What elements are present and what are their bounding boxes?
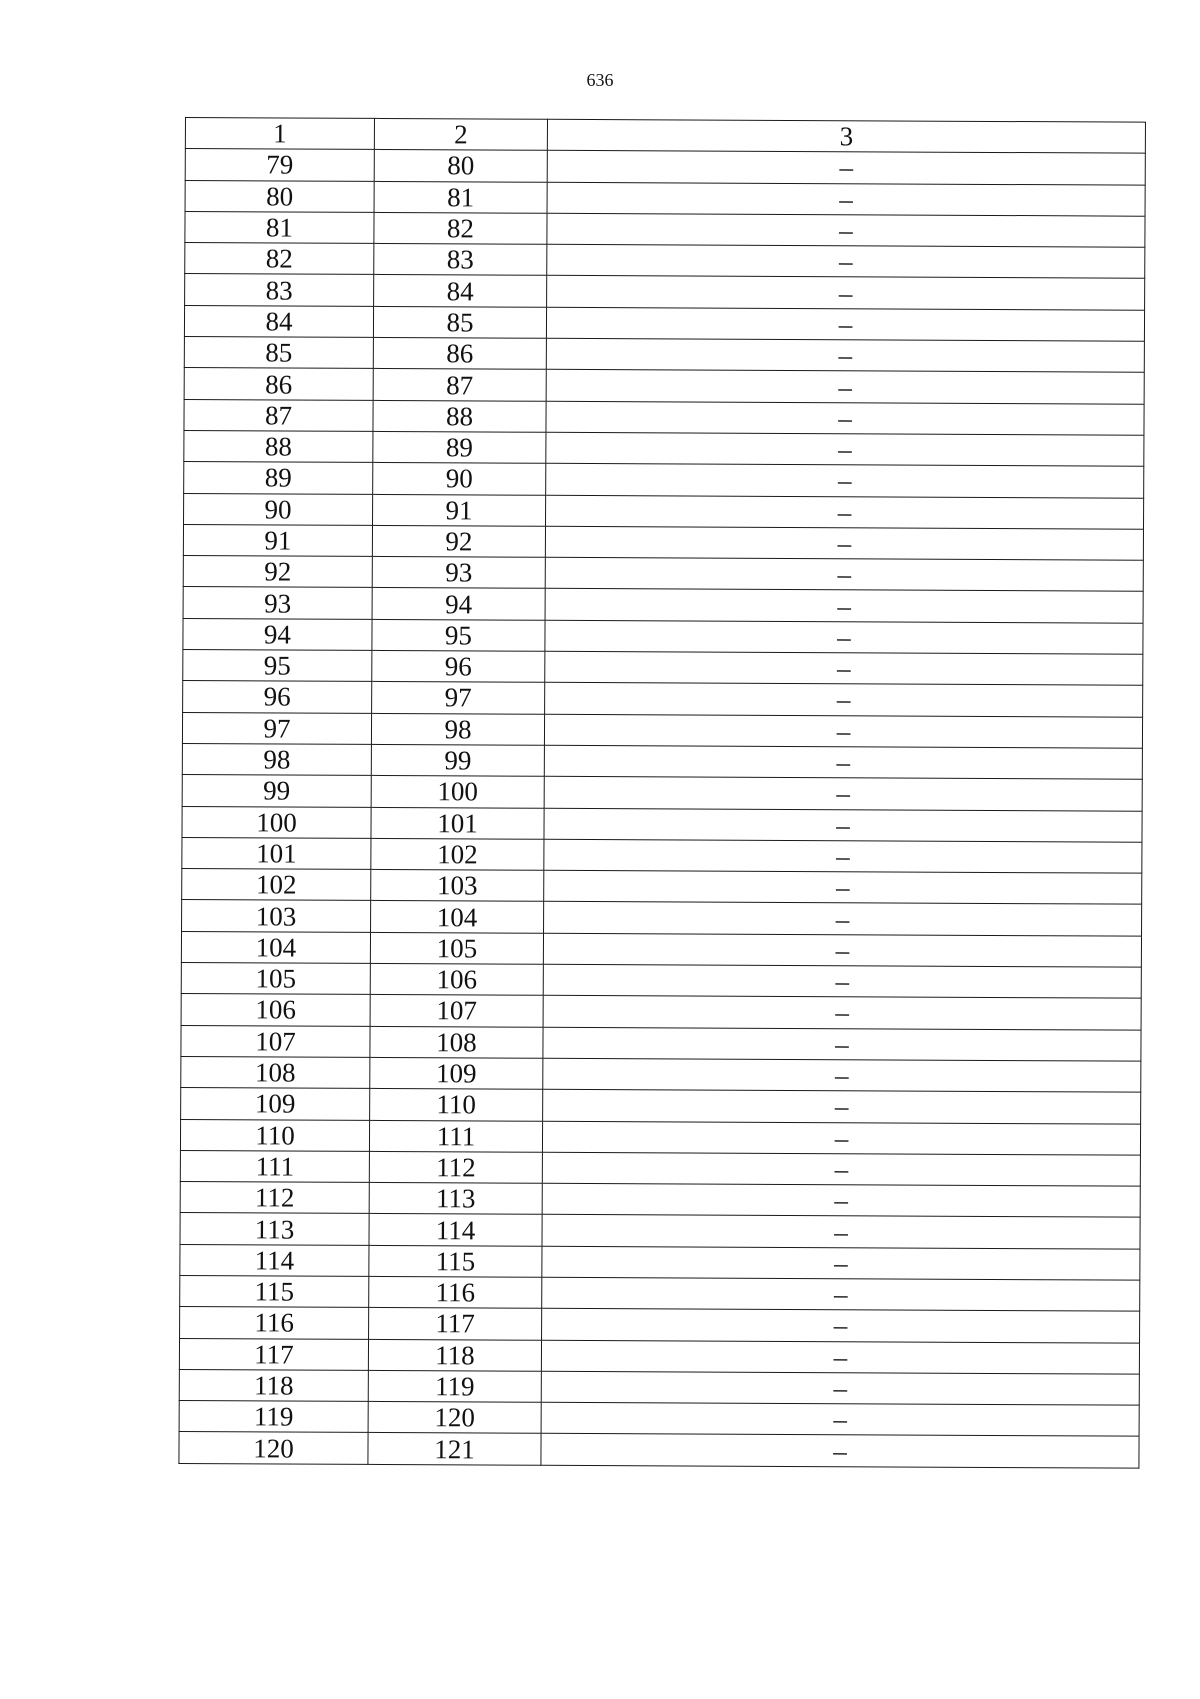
table-cell-col-1: 102 [182, 869, 371, 901]
table-cell-col-2: 100 [371, 776, 544, 808]
table-cell-col-3: – [546, 464, 1144, 498]
table-cell-col-1: 95 [183, 650, 372, 682]
data-table [178, 117, 1146, 1468]
table-cell-col-3: – [544, 714, 1142, 748]
table-cell-col-2: 118 [368, 1339, 541, 1371]
table-cell-col-2: 83 [374, 244, 547, 276]
table-cell-col-1: 79 [185, 149, 374, 181]
table-row [182, 806, 1142, 842]
table-cell-col-1: 84 [184, 305, 373, 337]
table-row [182, 712, 1142, 748]
table-cell-col-2: 105 [370, 932, 543, 964]
table-cell-col-3: – [541, 1434, 1139, 1468]
table-header-row [185, 118, 1145, 154]
table-cell-col-1: 97 [182, 712, 371, 744]
table-cell-col-3: – [547, 182, 1145, 216]
table-cell-col-3: – [543, 1058, 1141, 1092]
table-cell-col-2: 116 [369, 1276, 542, 1308]
table-cell-col-1: 99 [182, 775, 371, 807]
table-cell-col-1: 103 [182, 900, 371, 932]
table-row [182, 775, 1142, 811]
table-cell-col-1: 91 [183, 524, 372, 556]
table-row [184, 493, 1144, 529]
table-cell-col-1: 83 [185, 274, 374, 306]
table-cell-col-3: – [544, 808, 1142, 842]
table-cell-col-2: 101 [371, 807, 544, 839]
page-number: 636 [586, 70, 614, 90]
table-cell-col-1: 88 [184, 430, 373, 462]
table-cell-col-2: 81 [374, 181, 547, 213]
table-cell-col-1: 114 [180, 1244, 369, 1276]
table-cell-col-2: 89 [373, 431, 546, 463]
table-cell-col-1: 94 [183, 618, 372, 650]
table-row [184, 430, 1144, 466]
table-row [180, 1275, 1140, 1311]
table-cell-col-1: 116 [180, 1307, 369, 1339]
table-row [184, 305, 1144, 341]
table-cell-col-2: 119 [368, 1370, 541, 1402]
table-cell-col-1: 120 [179, 1432, 368, 1464]
table-cell-col-2: 113 [369, 1183, 542, 1215]
table-cell-col-2: 93 [372, 557, 545, 589]
table-cell-col-3: – [547, 244, 1145, 278]
table-cell-col-1: 92 [183, 556, 372, 588]
table-row [185, 211, 1145, 247]
table-cell-col-1: 101 [182, 837, 371, 869]
table-header [185, 118, 1145, 154]
table-row [181, 1025, 1141, 1061]
table-cell-col-3: – [547, 213, 1145, 247]
table-cell-col-3: – [545, 589, 1143, 623]
table-cell-col-1: 112 [180, 1182, 369, 1214]
table-row [182, 837, 1142, 873]
table-cell-col-2: 87 [373, 369, 546, 401]
table-cell-col-2: 117 [369, 1308, 542, 1340]
column-header-1: 1 [185, 118, 374, 150]
table-cell-col-3: – [545, 526, 1143, 560]
table-cell-col-2: 86 [373, 338, 546, 370]
table-cell-col-1: 119 [179, 1401, 368, 1433]
table-cell-col-3: – [545, 683, 1143, 717]
table-cell-col-2: 85 [373, 306, 546, 338]
table-cell-col-3: – [542, 1121, 1140, 1155]
table-cell-col-1: 89 [184, 462, 373, 494]
table-cell-col-2: 111 [369, 1120, 542, 1152]
table-cell-col-2: 82 [374, 212, 547, 244]
table-cell-col-2: 114 [369, 1214, 542, 1246]
table-cell-col-3: – [541, 1371, 1139, 1405]
table-cell-col-3: – [547, 151, 1145, 185]
table-cell-col-3: – [544, 745, 1142, 779]
table-row [180, 1307, 1140, 1343]
table-cell-col-3: – [543, 964, 1141, 998]
table-row [183, 587, 1143, 623]
table-cell-col-3: – [546, 495, 1144, 529]
table-cell-col-1: 81 [185, 211, 374, 243]
table-cell-col-1: 115 [180, 1275, 369, 1307]
table-cell-col-3: – [547, 276, 1145, 310]
table-row [183, 681, 1143, 717]
table-cell-col-3: – [543, 996, 1141, 1030]
table-cell-col-2: 104 [371, 901, 544, 933]
table-row [181, 1056, 1141, 1092]
table-cell-col-2: 96 [372, 650, 545, 682]
table-row [184, 399, 1144, 435]
table-cell-col-2: 108 [370, 1026, 543, 1058]
table-cell-col-3: – [542, 1309, 1140, 1343]
table-row [183, 524, 1143, 560]
table-row [180, 1119, 1140, 1155]
table-cell-col-3: – [542, 1246, 1140, 1280]
column-header-2: 2 [374, 118, 547, 150]
table-row [179, 1432, 1139, 1468]
table-row [185, 243, 1145, 279]
table-row [184, 462, 1144, 498]
table-body [179, 149, 1145, 1468]
table-cell-col-2: 94 [372, 588, 545, 620]
table-cell-col-3: – [546, 370, 1144, 404]
table-row [183, 650, 1143, 686]
table-cell-col-3: – [541, 1340, 1139, 1374]
table-cell-col-3: – [546, 401, 1144, 435]
table-cell-col-2: 98 [371, 713, 544, 745]
table-row [179, 1401, 1139, 1437]
table-row [182, 743, 1142, 779]
table-cell-col-1: 80 [185, 180, 374, 212]
table-row [181, 931, 1141, 967]
table-row [180, 1182, 1140, 1218]
table-cell-col-1: 90 [184, 493, 373, 525]
table-cell-col-1: 93 [183, 587, 372, 619]
table-cell-col-1: 86 [184, 368, 373, 400]
table-cell-col-2: 84 [374, 275, 547, 307]
table-row [180, 1150, 1140, 1186]
table-cell-col-1: 100 [182, 806, 371, 838]
table-cell-col-3: – [542, 1277, 1140, 1311]
table-cell-col-3: – [541, 1402, 1139, 1436]
table-cell-col-3: – [542, 1152, 1140, 1186]
table-cell-col-1: 108 [181, 1056, 370, 1088]
table-row [179, 1338, 1139, 1374]
table-row [184, 368, 1144, 404]
table-cell-col-3: – [544, 839, 1142, 873]
table-cell-col-1: 111 [180, 1150, 369, 1182]
table-row [180, 1244, 1140, 1280]
table-cell-col-2: 121 [368, 1433, 541, 1465]
table-cell-col-1: 104 [181, 931, 370, 963]
table-cell-col-3: – [546, 338, 1144, 372]
table-cell-col-1: 106 [181, 994, 370, 1026]
table-cell-col-1: 82 [185, 243, 374, 275]
table-row [182, 869, 1142, 905]
table-cell-col-2: 90 [373, 463, 546, 495]
table-cell-col-1: 85 [184, 337, 373, 369]
table-cell-col-2: 80 [374, 150, 547, 182]
table-cell-col-1: 117 [179, 1338, 368, 1370]
table-row [185, 180, 1145, 216]
table-cell-col-3: – [544, 870, 1142, 904]
table-cell-col-3: – [543, 1027, 1141, 1061]
table-row [182, 900, 1142, 936]
table-cell-col-2: 97 [372, 682, 545, 714]
table-cell-col-2: 109 [370, 1057, 543, 1089]
table-cell-col-3: – [544, 776, 1142, 810]
table-cell-col-1: 118 [179, 1369, 368, 1401]
table-cell-col-1: 109 [181, 1088, 370, 1120]
table-cell-col-3: – [545, 557, 1143, 591]
table-row [180, 1213, 1140, 1249]
table-cell-col-1: 107 [181, 1025, 370, 1057]
table-cell-col-2: 103 [371, 870, 544, 902]
table-row [181, 1088, 1141, 1124]
table-cell-col-2: 88 [373, 400, 546, 432]
table-cell-col-2: 112 [369, 1151, 542, 1183]
table-cell-col-1: 98 [182, 743, 371, 775]
table-row [183, 556, 1143, 592]
table-cell-col-1: 87 [184, 399, 373, 431]
table-cell-col-2: 106 [370, 963, 543, 995]
table-cell-col-2: 115 [369, 1245, 542, 1277]
table-cell-col-2: 92 [372, 525, 545, 557]
table-cell-col-3: – [546, 307, 1144, 341]
table-cell-col-3: – [544, 902, 1142, 936]
table-cell-col-1: 96 [183, 681, 372, 713]
table-row [181, 963, 1141, 999]
table-cell-col-1: 105 [181, 963, 370, 995]
table-row [185, 274, 1145, 310]
column-header-3: 3 [547, 119, 1145, 153]
table-cell-col-3: – [543, 1089, 1141, 1123]
table-row [184, 337, 1144, 373]
table-cell-col-2: 102 [371, 838, 544, 870]
table-cell-col-3: – [542, 1215, 1140, 1249]
table-row [183, 618, 1143, 654]
table-cell-col-3: – [545, 620, 1143, 654]
table-row [185, 149, 1145, 185]
table-cell-col-3: – [542, 1183, 1140, 1217]
table-cell-col-2: 110 [370, 1089, 543, 1121]
table-cell-col-2: 120 [368, 1402, 541, 1434]
table-cell-col-2: 91 [373, 494, 546, 526]
table-row [181, 994, 1141, 1030]
table-cell-col-2: 107 [370, 995, 543, 1027]
table-cell-col-1: 110 [180, 1119, 369, 1151]
table-cell-col-2: 99 [371, 744, 544, 776]
table-cell-col-2: 95 [372, 619, 545, 651]
table-cell-col-3: – [545, 651, 1143, 685]
table-cell-col-3: – [543, 933, 1141, 967]
table-cell-col-3: – [546, 432, 1144, 466]
table-cell-col-1: 113 [180, 1213, 369, 1245]
table-row [179, 1369, 1139, 1405]
